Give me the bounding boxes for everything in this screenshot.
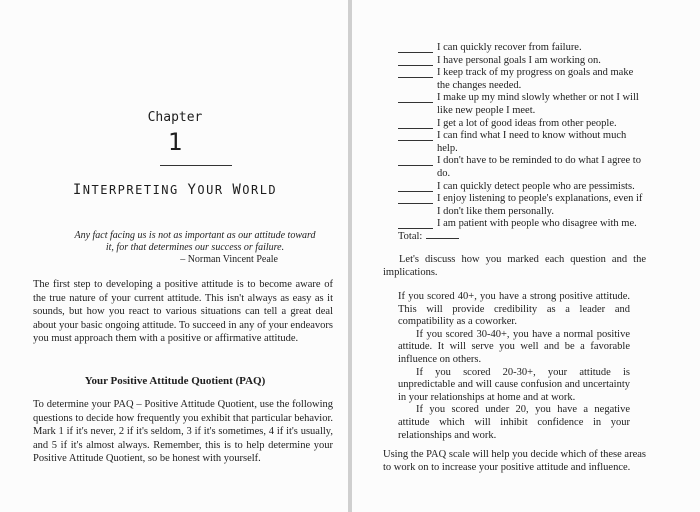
checklist-item (398, 130, 643, 155)
answer-blank[interactable] (398, 128, 433, 129)
checklist-item (398, 67, 643, 92)
checklist-item-text: I don't have to be reminded to do what I agree to do. (437, 155, 641, 179)
chapter-label: Chapter (147, 110, 203, 125)
epigraph-author-text: – Norman Vincent Peale (180, 254, 278, 265)
answer-blank[interactable] (398, 203, 433, 204)
checklist-item (398, 118, 643, 131)
paq-checklist (398, 42, 643, 244)
checklist-item (398, 193, 643, 218)
closing-paragraph: Using the PAQ scale will help you decide which of these areas to work on to increase your positive attitude and influence. (383, 449, 646, 473)
book-gutter (348, 0, 352, 512)
checklist-item (398, 218, 643, 231)
checklist-item (398, 181, 643, 194)
checklist-item-text: I can quickly recover from failure. (437, 42, 582, 53)
checklist-item-text: I am patient with people who disagree with me. (437, 218, 637, 230)
checklist-item-text: I enjoy listening to people's explanations, even if I don't like them personally. (437, 193, 643, 217)
score-interpretations (398, 291, 630, 442)
answer-blank[interactable] (398, 228, 433, 229)
total-label: Total: (398, 230, 423, 242)
answer-blank[interactable] (398, 77, 433, 78)
score-paragraph: If you scored 20-30+, your attitude is unpredictable and will cause confusion and uncertainty in your relationships at home and at work. (398, 366, 630, 403)
answer-blank[interactable] (398, 52, 433, 53)
chapter-number: 1 (167, 128, 183, 156)
checklist-item (398, 155, 643, 180)
answer-blank[interactable] (398, 165, 433, 166)
answer-blank[interactable] (398, 191, 433, 192)
paq-paragraph: To determine your PAQ – Positive Attitude Quotient, use the following questions to decide how frequently you exhibit that particular behavior. Mark 1 if it's never, 2 if it's seldom, 3 if it's sometimes, 4 if it's usually, and 5 if it's almost always. Remember, this is to help determine your Positive Attitude Quotient, so be honest with yourself. (33, 399, 333, 464)
checklist-item-text: I keep track of my progress on goals and make the changes needed. (437, 67, 634, 91)
discuss-paragraph: Let's discuss how you marked each question and the implications. (383, 254, 646, 278)
checklist-item-text: I have personal goals I am working on. (437, 54, 601, 66)
checklist-item (398, 42, 643, 55)
score-paragraph: If you scored under 20, you have a negative attitude which will inhibit confidence in your relationships and work. (398, 404, 630, 441)
section-title: Your Positive Attitude Quotient (PAQ) (84, 375, 266, 387)
chapter-title: INTERPRETING YOUR WORLD (72, 182, 278, 198)
checklist-item-text: I get a lot of good ideas from other people. (437, 117, 617, 129)
answer-blank[interactable] (398, 102, 433, 103)
checklist-item-text: I make up my mind slowly whether or not I will like new people I meet. (437, 92, 639, 116)
epigraph-quote: Any fact facing us is not as important as our attitude toward it, for that determines our success or failure. (74, 230, 316, 253)
answer-blank[interactable] (398, 65, 433, 66)
total-blank[interactable] (426, 238, 459, 239)
checklist-item (398, 92, 643, 117)
checklist-item-text: I can find what I need to know without much help. (437, 130, 627, 154)
checklist-item-text: I can quickly detect people who are pessimists. (437, 180, 635, 192)
score-paragraph: If you scored 40+, you have a strong positive attitude. This will provide credibility as a leader and compatibility as a coworker. (398, 291, 630, 328)
score-paragraph: If you scored 30-40+, you have a normal positive attitude. It will serve you well and be a favorable influence on others. (398, 328, 630, 365)
answer-blank[interactable] (398, 140, 433, 141)
checklist-item (398, 55, 643, 68)
intro-paragraph: The first step to developing a positive attitude is to become aware of the true nature of your current attitude. This isn't always as easy as it sounds, but how you react to various situations can tell a great deal about your basic ongoing attitude. To succeed in any of your endeavors you must approach them with a positive or affirmative attitude. (33, 279, 333, 344)
chapter-divider (160, 165, 232, 166)
checklist-total (398, 231, 643, 244)
epigraph-author (70, 254, 320, 266)
